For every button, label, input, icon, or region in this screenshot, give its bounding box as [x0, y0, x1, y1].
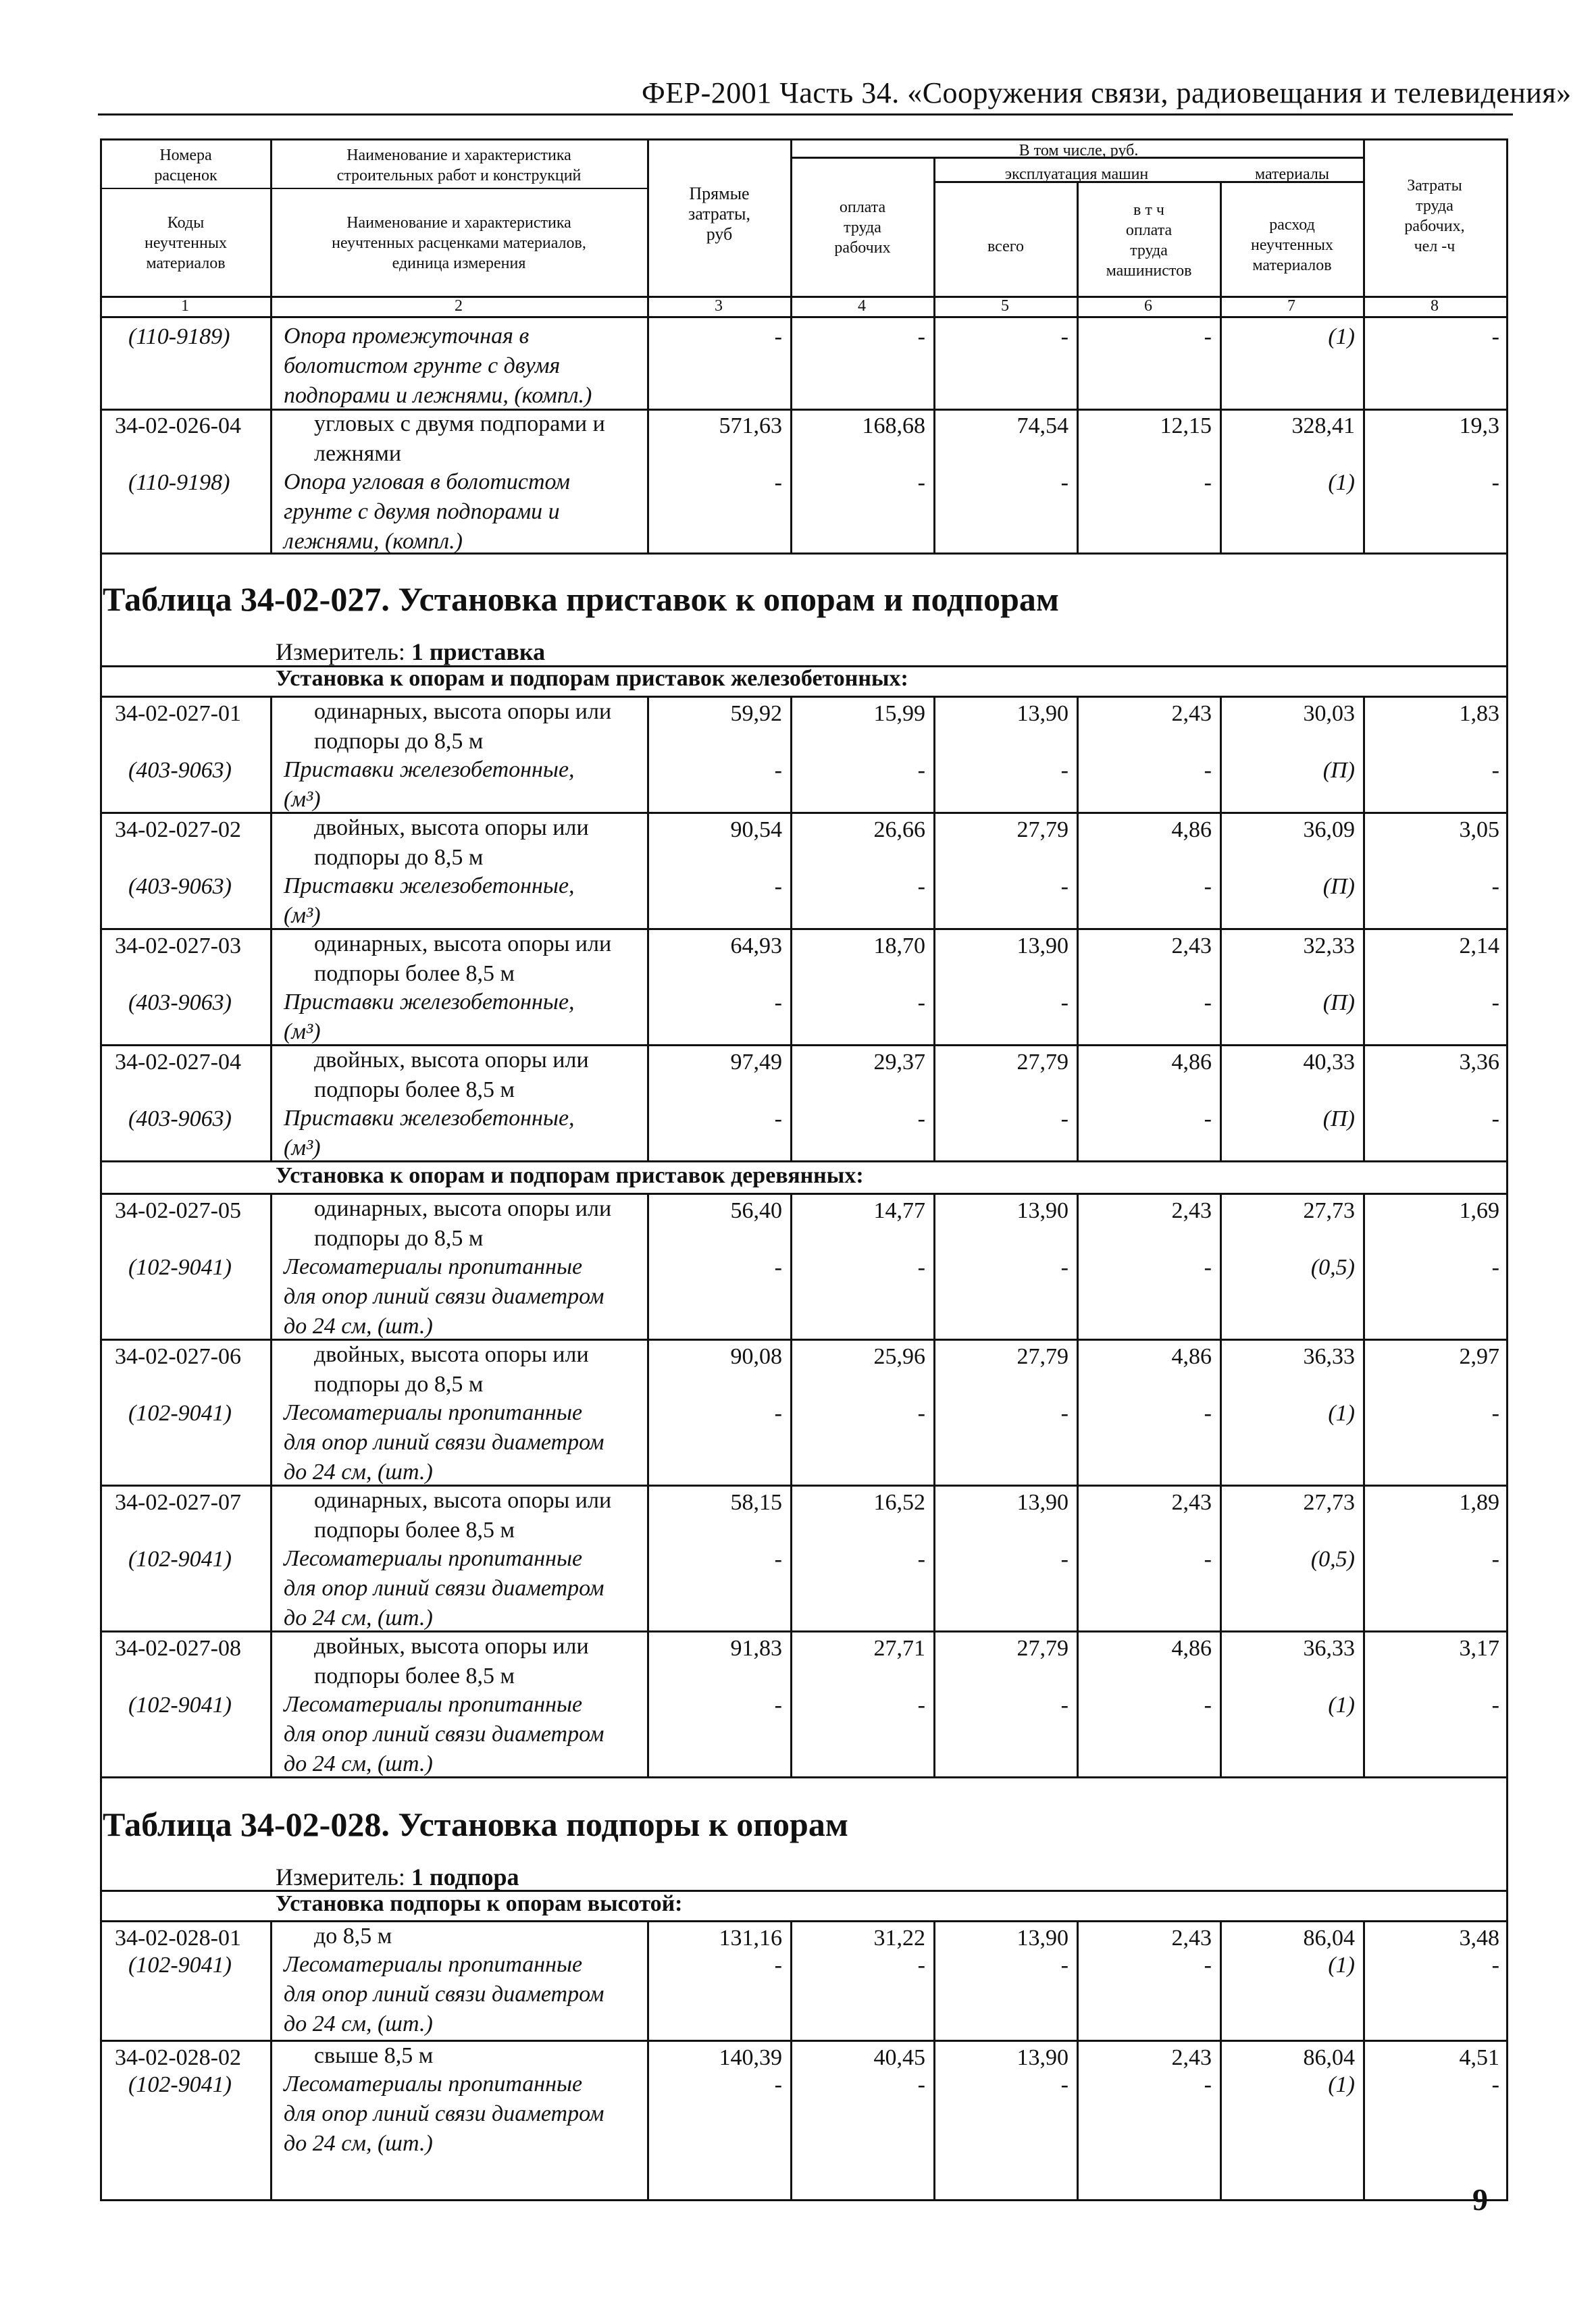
- header-material-codes: Коды неучтенных материалов: [145, 214, 227, 272]
- grid-column-divider: [270, 316, 272, 552]
- value-dash: -: [774, 1547, 782, 1572]
- material-description: Лесоматериалы пропитанные для опор линий связи диаметром до 24 см, (шт.): [284, 1254, 604, 1339]
- column-number-4: 4: [858, 297, 866, 315]
- value-c7: 36,09: [1303, 817, 1355, 842]
- measure-value: 1 приставка: [411, 638, 546, 665]
- value-dash: -: [1491, 1953, 1499, 1978]
- value-c4: 27,71: [873, 1636, 925, 1661]
- value-c6: 2,43: [1171, 1926, 1212, 1951]
- grid-column-divider: [933, 1920, 935, 2200]
- value-c8: 3,36: [1459, 1050, 1499, 1075]
- table-title-028: Таблица 34-02-028. Установка подпоры к опорам: [103, 1805, 848, 1843]
- material-description: Лесоматериалы пропитанные для опор линий связи диаметром до 24 см, (шт.): [284, 2072, 604, 2156]
- value-dash: -: [917, 1547, 925, 1572]
- value-c5: 13,90: [1016, 933, 1069, 958]
- value-dash: -: [917, 1401, 925, 1426]
- material-code: (102-9041): [128, 2072, 232, 2097]
- value-dash: -: [1491, 2072, 1499, 2097]
- material-quantity: (1): [1328, 324, 1355, 349]
- material-quantity: (0,5): [1310, 1547, 1355, 1572]
- header-rule: [98, 113, 1513, 115]
- value-dash: -: [1060, 1953, 1069, 1978]
- row-rule: [100, 2040, 1506, 2042]
- group-rule: [100, 1193, 1506, 1195]
- grid-column-divider: [1077, 1920, 1079, 2200]
- value-dash: -: [917, 470, 925, 495]
- rate-code: 34-02-027-08: [115, 1636, 241, 1661]
- grid-column-divider: [790, 1193, 792, 1776]
- grid-column-divider: [1077, 696, 1079, 1162]
- material-code: (102-9041): [128, 1953, 232, 1978]
- value-c5: 27,79: [1016, 1050, 1069, 1075]
- material-quantity: (1): [1328, 470, 1355, 495]
- header-material-name: Наименование и характеристика неучтенных расценками материалов, единица измерения: [332, 214, 586, 272]
- rate-code: 34-02-027-07: [115, 1490, 241, 1515]
- value-c5: 13,90: [1016, 1198, 1069, 1223]
- value-dash: -: [1491, 1547, 1499, 1572]
- material-description: Опора промежуточная в болотистом грунте с двумя подпорами и лежнями, (компл.): [284, 324, 592, 408]
- table-bottom-border: [100, 2199, 1508, 2201]
- value-c4: 15,99: [873, 701, 925, 726]
- value-c5: 27,79: [1016, 817, 1069, 842]
- value-dash: -: [917, 1255, 925, 1280]
- header-machines: эксплуатация машин: [1004, 165, 1149, 183]
- value-c5: 13,90: [1016, 2045, 1069, 2070]
- value-c7: 32,33: [1303, 933, 1355, 958]
- value-c3: 64,93: [730, 933, 782, 958]
- value-dash: -: [1204, 1401, 1212, 1426]
- value-c6: 4,86: [1171, 1344, 1212, 1369]
- value-dash: -: [917, 1693, 925, 1718]
- value-c3: 90,08: [730, 1344, 782, 1369]
- material-quantity: (1): [1328, 2072, 1355, 2097]
- material-quantity: (П): [1322, 1106, 1355, 1131]
- material-code: (102-9041): [128, 1255, 232, 1280]
- material-description: Приставки железобетонные, (м³): [284, 873, 575, 928]
- material-quantity: (П): [1322, 758, 1355, 783]
- value-dash: -: [1491, 470, 1499, 495]
- rate-code: 34-02-028-02: [115, 2045, 241, 2070]
- value-dash: -: [1060, 324, 1069, 349]
- value-c5: 13,90: [1016, 701, 1069, 726]
- value-dash: -: [774, 874, 782, 899]
- value-dash: -: [1491, 990, 1499, 1015]
- value-dash: -: [774, 1106, 782, 1131]
- grid-column-divider: [1220, 1920, 1222, 2200]
- value-c4: 40,45: [873, 2045, 925, 2070]
- value-dash: -: [1491, 1106, 1499, 1131]
- header-machines-total: всего: [987, 238, 1025, 255]
- grid-column-divider: [1220, 696, 1222, 1162]
- grid-column-divider: [1363, 1920, 1365, 2200]
- value-dash: -: [1060, 470, 1069, 495]
- value-c3: 131,16: [719, 1926, 782, 1951]
- value-dash: -: [774, 324, 782, 349]
- value-c4: 16,52: [873, 1490, 925, 1515]
- value-c3: 58,15: [730, 1490, 782, 1515]
- material-code: (110-9189): [128, 324, 230, 349]
- value-c4: 14,77: [873, 1198, 925, 1223]
- value-c5: 13,90: [1016, 1926, 1069, 1951]
- value-c8: 3,17: [1459, 1636, 1499, 1661]
- value-c3: 97,49: [730, 1050, 782, 1075]
- measure-028: [276, 1863, 519, 1891]
- page-number: 9: [1472, 2182, 1488, 2217]
- colnum-bottom-rule: [100, 316, 1506, 318]
- work-description: одинарных, высота опоры или подпоры до 8,5 м: [314, 1196, 612, 1251]
- value-dash: -: [917, 324, 925, 349]
- value-dash: -: [774, 990, 782, 1015]
- value-dash: -: [917, 758, 925, 783]
- value-c8: 3,05: [1459, 817, 1499, 842]
- grid-column-divider: [647, 1193, 649, 1776]
- value-dash: -: [1060, 1255, 1069, 1280]
- material-description: Приставки железобетонные, (м³): [284, 989, 575, 1044]
- value-c8: 2,14: [1459, 933, 1499, 958]
- material-quantity: (1): [1328, 1953, 1355, 1978]
- material-quantity: (П): [1322, 990, 1355, 1015]
- column-number-8: 8: [1431, 297, 1439, 315]
- work-description: одинарных, высота опоры или подпоры до 8,5 м: [314, 699, 612, 754]
- value-dash: -: [774, 1401, 782, 1426]
- value-c3: 140,39: [719, 2045, 782, 2070]
- value-dash: -: [1204, 2072, 1212, 2097]
- grid-column-divider: [270, 1920, 272, 2200]
- work-description: угловых с двумя подпорами и лежнями: [314, 411, 605, 466]
- value-c6: 4,86: [1171, 1050, 1212, 1075]
- grid-column-divider: [933, 1193, 935, 1776]
- material-code: (403-9063): [128, 990, 232, 1015]
- value-dash: -: [1204, 1693, 1212, 1718]
- value-dash: -: [1204, 758, 1212, 783]
- rate-code: 34-02-027-04: [115, 1050, 241, 1075]
- grid-column-divider: [933, 696, 935, 1162]
- rate-code: 34-02-027-06: [115, 1344, 241, 1369]
- grid-column-divider: [1363, 316, 1365, 552]
- group-title-height: Установка подпоры к опорам высотой:: [276, 1891, 683, 1916]
- value-c8: 2,97: [1459, 1344, 1499, 1369]
- value-c7: 40,33: [1303, 1050, 1355, 1075]
- value-c4: 31,22: [873, 1926, 925, 1951]
- value-dash: -: [1060, 1106, 1069, 1131]
- value-dash: -: [1491, 1401, 1499, 1426]
- value-c7: 27,73: [1303, 1490, 1355, 1515]
- table-right-border: [1506, 138, 1508, 2201]
- group-rule: [100, 1920, 1506, 1922]
- header-mid-rule-code: [100, 188, 270, 189]
- column-number-1: 1: [181, 297, 189, 315]
- value-c8: 1,89: [1459, 1490, 1499, 1515]
- value-dash: -: [1204, 1953, 1212, 1978]
- value-dash: -: [1204, 1106, 1212, 1131]
- value-dash: -: [774, 470, 782, 495]
- column-number-7: 7: [1287, 297, 1295, 315]
- material-code: (110-9198): [128, 470, 230, 495]
- grid-column-divider: [1363, 696, 1365, 1162]
- value-dash: -: [1060, 758, 1069, 783]
- header-labor-costs: Затраты труда рабочих, чел -ч: [1404, 177, 1465, 255]
- page-header-title: ФЕР-2001 Часть 34. «Сооружения связи, радиовещания и телевидения»: [642, 76, 1572, 109]
- grid-column-divider: [1363, 1193, 1365, 1776]
- work-description: двойных, высота опоры или подпоры до 8,5 м: [314, 815, 589, 870]
- material-code: (102-9041): [128, 1547, 232, 1572]
- grid-column-divider: [270, 696, 272, 1162]
- header-material-consumption: расход неучтенных материалов: [1251, 216, 1333, 274]
- work-description: двойных, высота опоры или подпоры до 8,5 м: [314, 1342, 589, 1397]
- value-c7: 36,33: [1303, 1636, 1355, 1661]
- work-description: одинарных, высота опоры или подпоры более 8,5 м: [314, 931, 612, 986]
- material-description: Опора угловая в болотистом грунте с двумя подпорами и лежнями, (компл.): [284, 469, 570, 554]
- grid-column-divider: [270, 1193, 272, 1776]
- grid-column-divider: [790, 696, 792, 1162]
- value-dash: -: [1204, 324, 1212, 349]
- value-dash: -: [1060, 874, 1069, 899]
- material-quantity: (1): [1328, 1401, 1355, 1426]
- column-number-3: 3: [715, 297, 723, 315]
- value-c5: 27,79: [1016, 1636, 1069, 1661]
- value-c8: 4,51: [1459, 2045, 1499, 2070]
- value-c6: 2,43: [1171, 933, 1212, 958]
- value-dash: -: [1204, 470, 1212, 495]
- value-dash: -: [774, 758, 782, 783]
- value-c6: 2,43: [1171, 1198, 1212, 1223]
- value-dash: -: [1060, 1401, 1069, 1426]
- value-dash: -: [1491, 324, 1499, 349]
- value-dash: -: [917, 1106, 925, 1131]
- value-c7: 27,73: [1303, 1198, 1355, 1223]
- measure-027: [276, 638, 545, 666]
- value-c8: 19,3: [1459, 413, 1499, 438]
- material-description: Лесоматериалы пропитанные для опор линий связи диаметром до 24 см, (шт.): [284, 1952, 604, 2036]
- measure-label: Измеритель:: [276, 1863, 405, 1891]
- value-c4: 26,66: [873, 817, 925, 842]
- value-c3: 91,83: [730, 1636, 782, 1661]
- value-c6: 4,86: [1171, 1636, 1212, 1661]
- header-materials: материалы: [1254, 165, 1329, 183]
- value-c5: 27,79: [1016, 1344, 1069, 1369]
- material-code: (102-9041): [128, 1401, 232, 1426]
- rate-code: 34-02-028-01: [115, 1926, 241, 1951]
- value-c7: 36,33: [1303, 1344, 1355, 1369]
- value-dash: -: [774, 1255, 782, 1280]
- measure-value: 1 подпора: [411, 1863, 519, 1891]
- value-c4: 29,37: [873, 1050, 925, 1075]
- header-work-name: Наименование и характеристика строительных работ и конструкций: [336, 147, 582, 184]
- value-dash: -: [1204, 1255, 1212, 1280]
- value-c3: 571,63: [719, 413, 782, 438]
- work-description: до 8,5 м: [314, 1924, 392, 1949]
- material-quantity: (П): [1322, 874, 1355, 899]
- material-code: (403-9063): [128, 874, 232, 899]
- header-mid-rule-name: [270, 188, 647, 189]
- value-dash: -: [1204, 1547, 1212, 1572]
- rate-code: 34-02-027-02: [115, 817, 241, 842]
- value-c6: 4,86: [1171, 817, 1212, 842]
- material-description: Приставки железобетонные, (м³): [284, 757, 575, 812]
- group-rule: [100, 696, 1506, 698]
- value-c3: 90,54: [730, 817, 782, 842]
- column-number-6: 6: [1144, 297, 1152, 315]
- value-dash: -: [1491, 874, 1499, 899]
- value-dash: -: [1491, 1255, 1499, 1280]
- material-description: Приставки железобетонные, (м³): [284, 1106, 575, 1160]
- grid-column-divider: [1220, 316, 1222, 552]
- grid-column-divider: [647, 696, 649, 1162]
- material-quantity: (1): [1328, 1693, 1355, 1718]
- value-c6: 12,15: [1160, 413, 1212, 438]
- value-dash: -: [1491, 758, 1499, 783]
- group-title-wooden: Установка к опорам и подпорам приставок деревянных:: [276, 1163, 864, 1188]
- material-code: (403-9063): [128, 758, 232, 783]
- value-c8: 3,48: [1459, 1926, 1499, 1951]
- grid-column-divider: [1077, 316, 1079, 552]
- value-c7: 328,41: [1291, 413, 1355, 438]
- header-direct-costs: Прямые затраты, руб: [688, 184, 750, 244]
- value-dash: -: [917, 990, 925, 1015]
- material-code: (102-9041): [128, 1693, 232, 1718]
- work-description: свыше 8,5 м: [314, 2043, 434, 2068]
- grid-column-divider: [933, 316, 935, 552]
- material-description: Лесоматериалы пропитанные для опор линий связи диаметром до 24 см, (шт.): [284, 1400, 604, 1485]
- value-dash: -: [774, 2072, 782, 2097]
- header-including: В том числе, руб.: [1019, 142, 1139, 159]
- value-dash: -: [1060, 2072, 1069, 2097]
- rate-code: 34-02-027-05: [115, 1198, 241, 1223]
- grid-column-divider: [647, 1920, 649, 2200]
- value-c5: 74,54: [1016, 413, 1069, 438]
- grid-column-divider: [1220, 1193, 1222, 1776]
- value-dash: -: [1204, 990, 1212, 1015]
- rate-code: 34-02-026-04: [115, 413, 241, 438]
- group-title-reinforced: Установка к опорам и подпорам приставок железобетонных:: [276, 666, 908, 691]
- header-rate-numbers: Номера расценок: [154, 147, 217, 184]
- value-dash: -: [1491, 1693, 1499, 1718]
- material-description: Лесоматериалы пропитанные для опор линий связи диаметром до 24 см, (шт.): [284, 1546, 604, 1630]
- value-dash: -: [1204, 874, 1212, 899]
- value-c6: 2,43: [1171, 2045, 1212, 2070]
- value-c4: 18,70: [873, 933, 925, 958]
- rate-code: 34-02-027-01: [115, 701, 241, 726]
- material-description: Лесоматериалы пропитанные для опор линий связи диаметром до 24 см, (шт.): [284, 1692, 604, 1776]
- value-dash: -: [1060, 1547, 1069, 1572]
- value-c4: 168,68: [862, 413, 925, 438]
- work-description: двойных, высота опоры или подпоры более 8,5 м: [314, 1634, 589, 1689]
- value-dash: -: [1060, 990, 1069, 1015]
- value-dash: -: [774, 1693, 782, 1718]
- column-number-5: 5: [1001, 297, 1009, 315]
- value-c7: 30,03: [1303, 701, 1355, 726]
- grid-column-divider: [647, 316, 649, 552]
- grid-column-divider: [790, 316, 792, 552]
- value-c3: 56,40: [730, 1198, 782, 1223]
- value-c5: 13,90: [1016, 1490, 1069, 1515]
- value-c4: 25,96: [873, 1344, 925, 1369]
- material-quantity: (0,5): [1310, 1255, 1355, 1280]
- column-number-2: 2: [455, 297, 463, 315]
- value-c7: 86,04: [1303, 2045, 1355, 2070]
- value-c8: 1,83: [1459, 701, 1499, 726]
- measure-label: Измеритель:: [276, 638, 405, 665]
- header-worker-pay: оплата труда рабочих: [834, 199, 891, 257]
- value-dash: -: [917, 2072, 925, 2097]
- value-dash: -: [917, 1953, 925, 1978]
- rate-code: 34-02-027-03: [115, 933, 241, 958]
- value-c8: 1,69: [1459, 1198, 1499, 1223]
- header-operator-pay: в т ч оплата труда машинистов: [1106, 201, 1192, 280]
- grid-column-divider: [1077, 1193, 1079, 1776]
- table-title-027: Таблица 34-02-027. Установка приставок к опорам и подпорам: [103, 580, 1059, 618]
- work-description: двойных, высота опоры или подпоры более 8,5 м: [314, 1048, 589, 1102]
- grid-column-divider: [790, 1920, 792, 2200]
- work-description: одинарных, высота опоры или подпоры более 8,5 м: [314, 1488, 612, 1543]
- value-dash: -: [774, 1953, 782, 1978]
- value-dash: -: [917, 874, 925, 899]
- value-dash: -: [1060, 1693, 1069, 1718]
- material-code: (403-9063): [128, 1106, 232, 1131]
- value-c6: 2,43: [1171, 1490, 1212, 1515]
- value-c6: 2,43: [1171, 701, 1212, 726]
- value-c7: 86,04: [1303, 1926, 1355, 1951]
- value-c3: 59,92: [730, 701, 782, 726]
